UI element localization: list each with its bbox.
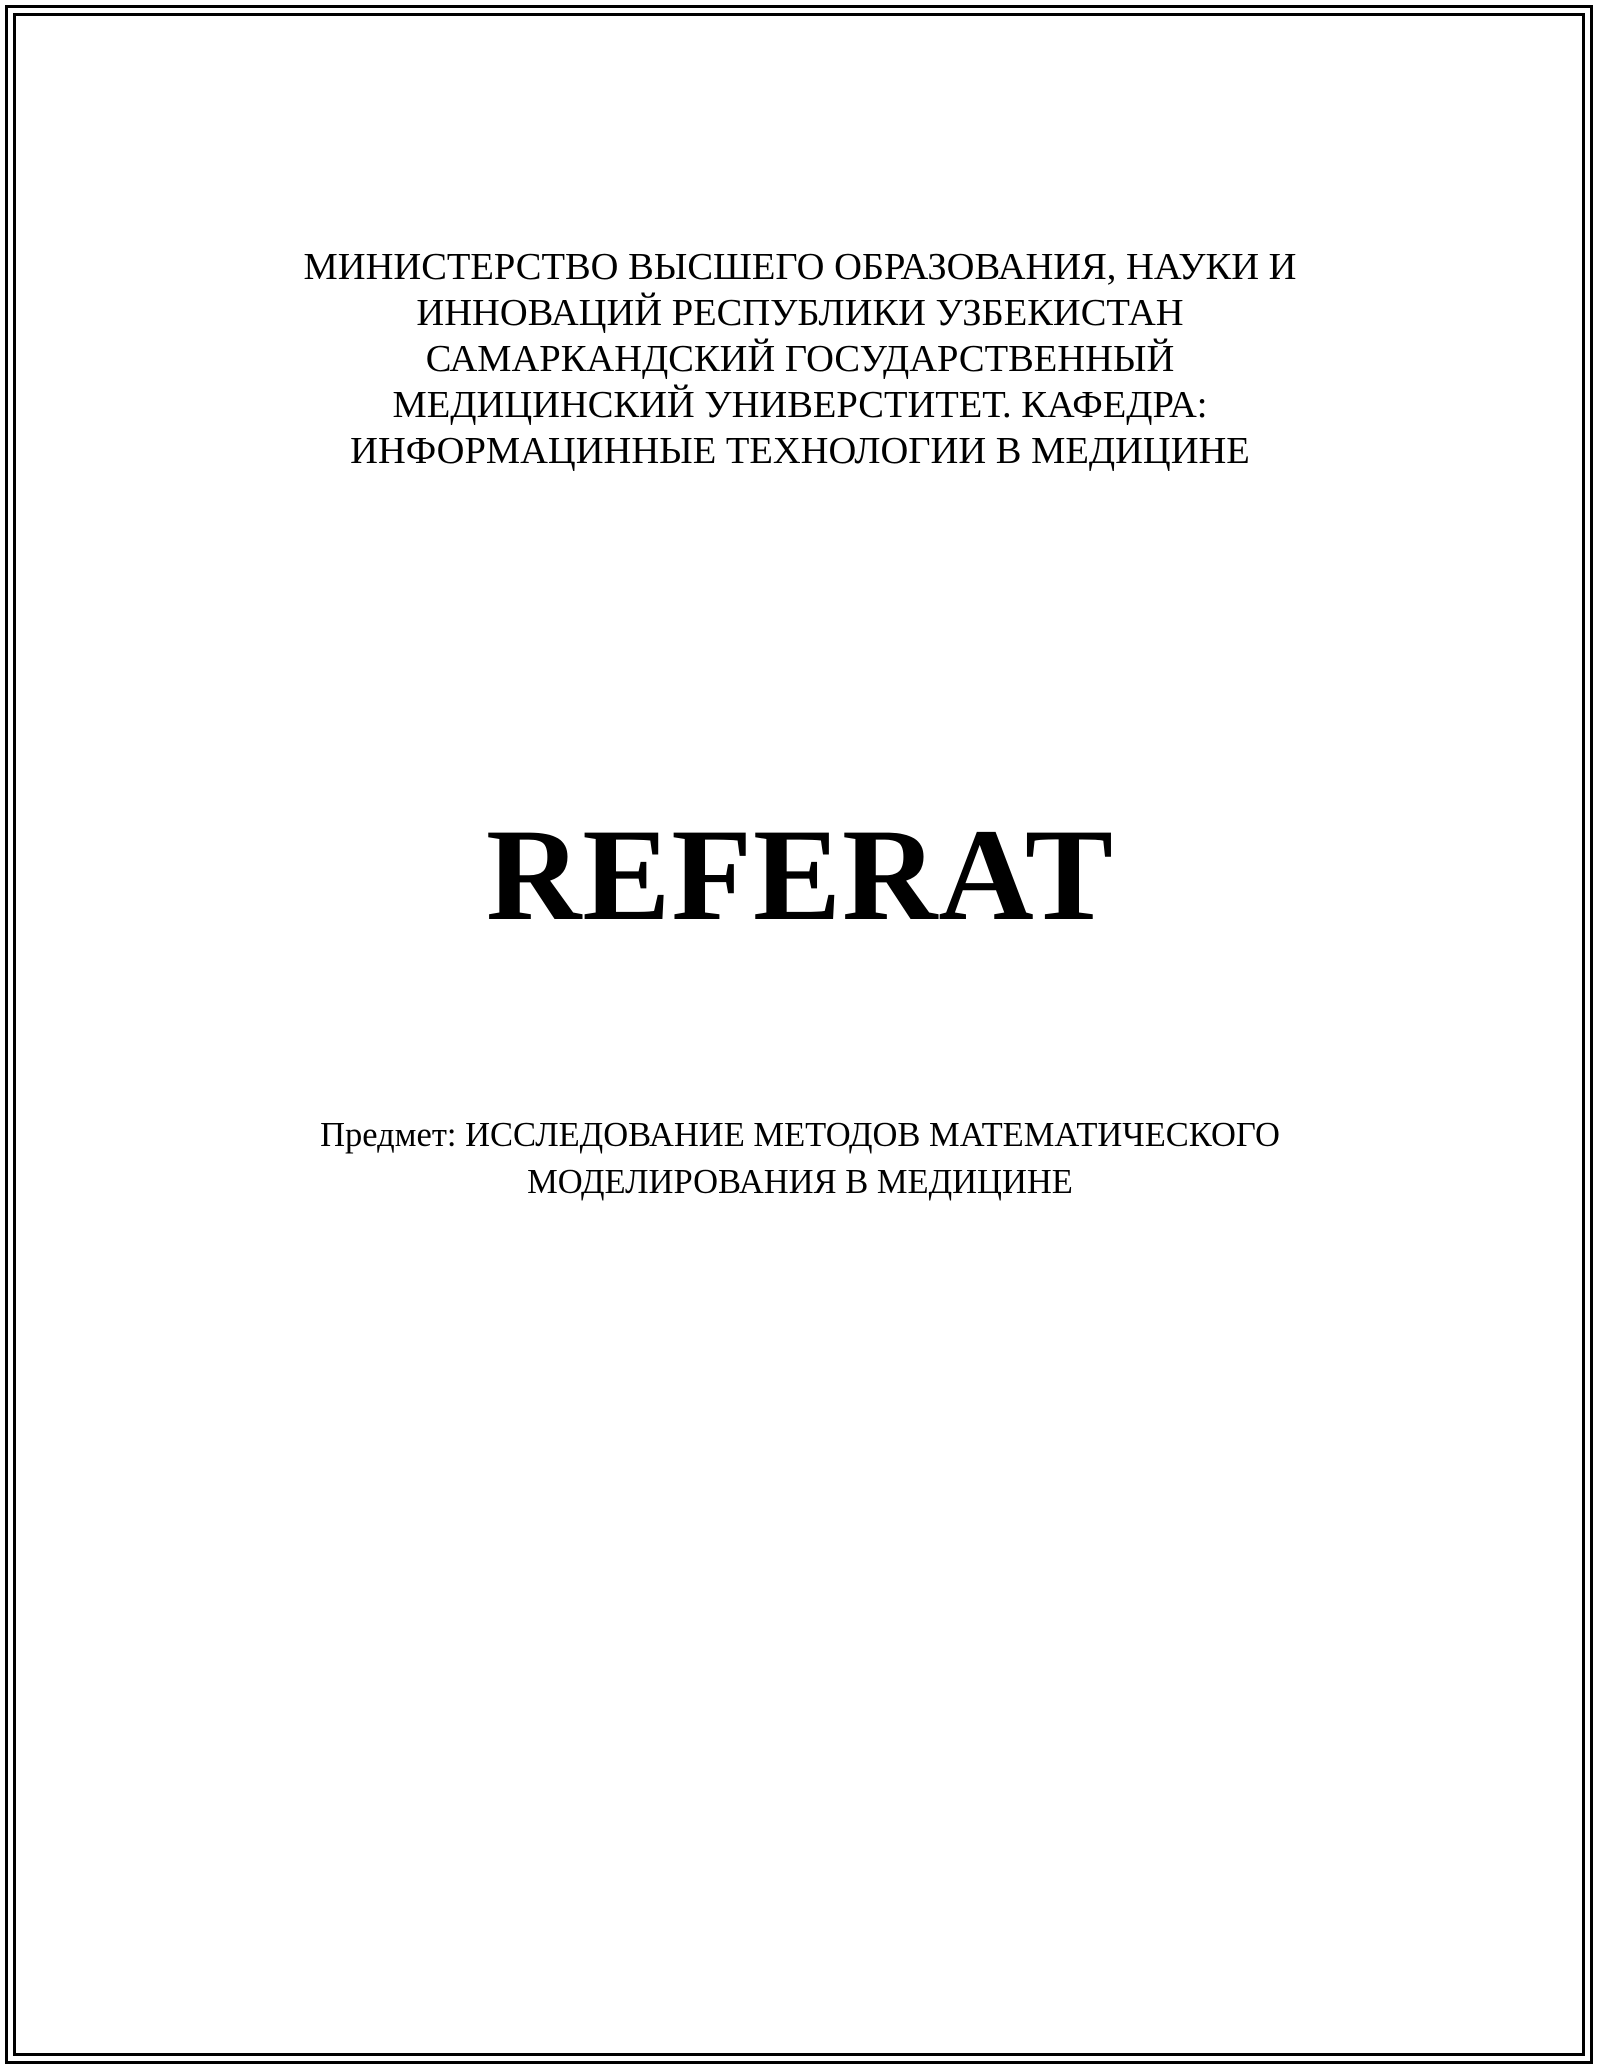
subject-line: МОДЕЛИРОВАНИЯ В МЕДИЦИНЕ bbox=[527, 1163, 1073, 1201]
header-line: ИННОВАЦИЙ РЕСПУБЛИКИ УЗБЕКИСТАН bbox=[416, 292, 1184, 334]
institution-header bbox=[0, 244, 1600, 474]
header-line: МИНИСТЕРСТВО ВЫСШЕГО ОБРАЗОВАНИЯ, НАУКИ И bbox=[303, 246, 1297, 288]
document-title: REFERAT bbox=[486, 801, 1114, 948]
subject-line: Предмет: ИССЛЕДОВАНИЕ МЕТОДОВ МАТЕМАТИЧЕСКОГО bbox=[320, 1116, 1280, 1154]
header-line: ИНФОРМАЦИННЫЕ ТЕХНОЛОГИИ В МЕДИЦИНЕ bbox=[350, 430, 1250, 472]
header-line: САМАРКАНДСКИЙ ГОСУДАРСТВЕННЫЙ bbox=[425, 338, 1175, 380]
subject-block bbox=[0, 1112, 1600, 1206]
header-line: МЕДИЦИНСКИЙ УНИВЕРСТИТЕТ. КАФЕДРА: bbox=[392, 384, 1208, 426]
